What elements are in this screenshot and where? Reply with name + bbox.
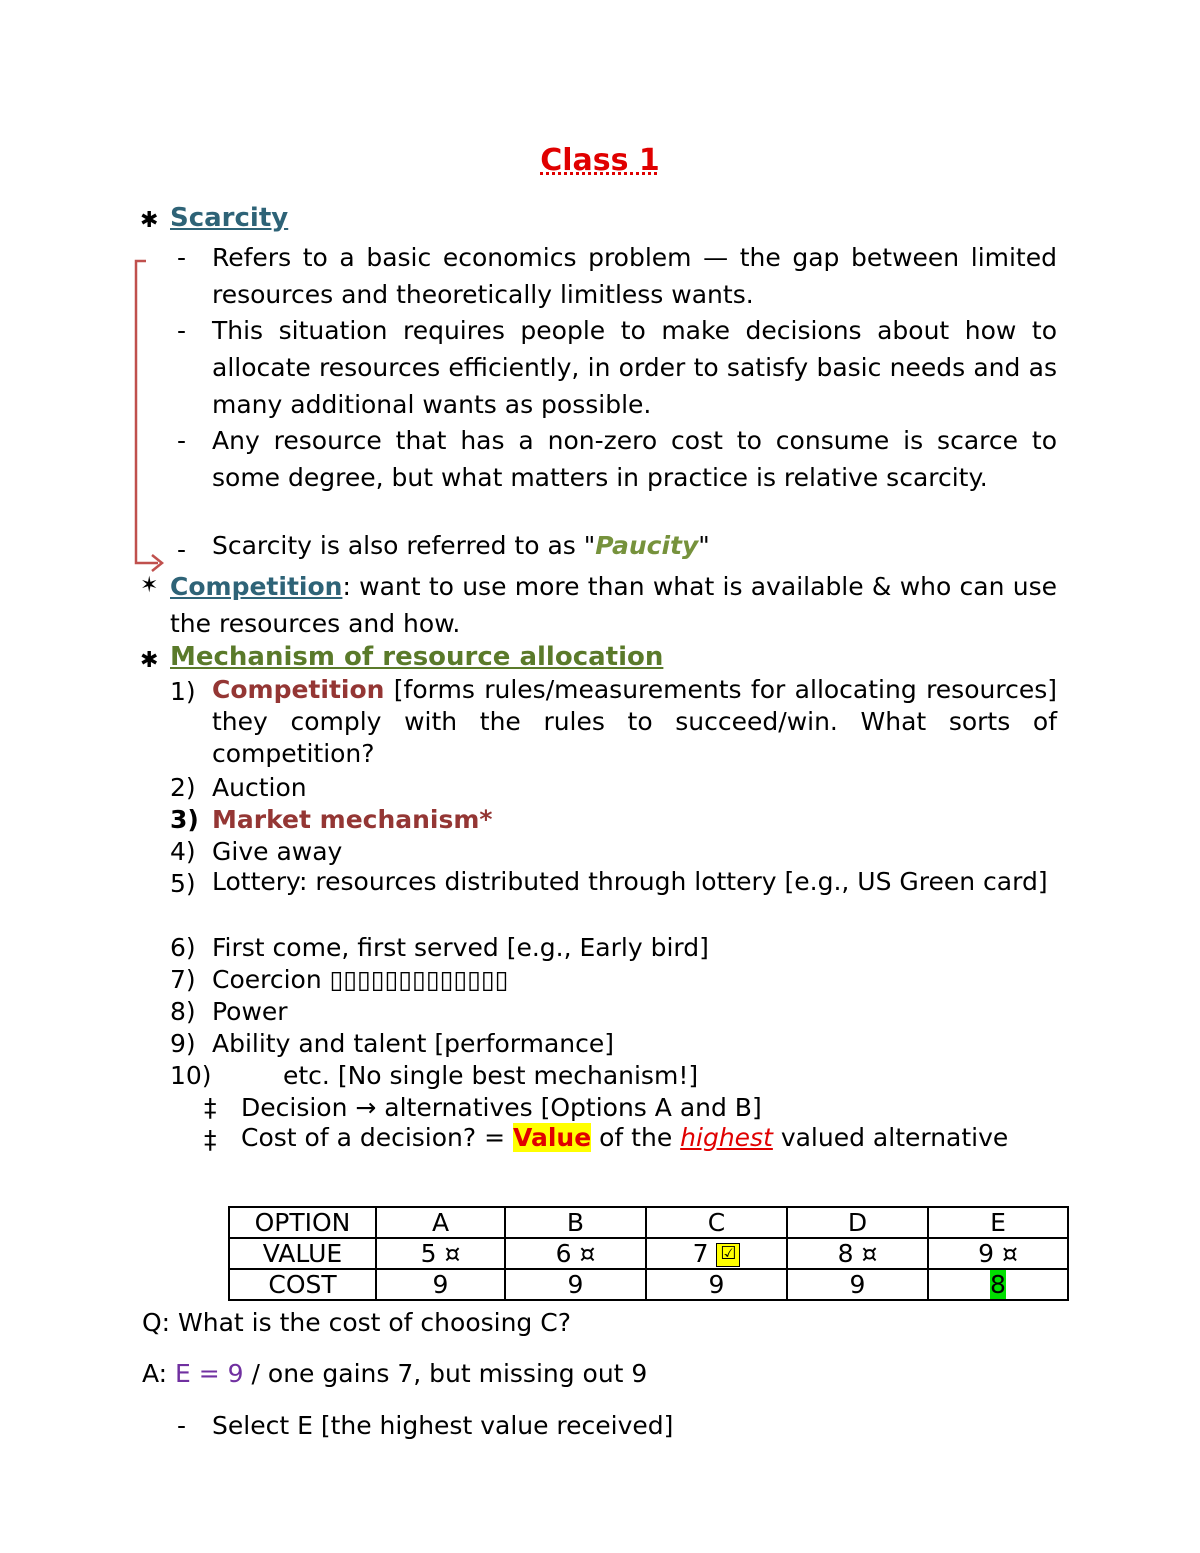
scarcity-item-3: Any resource that has a non-zero cost to consume is scarce to some degree, but what matters in practice is relative scarcity. [212, 426, 1057, 492]
table-cell: D [787, 1207, 928, 1238]
mechanism-item-2: Auction [212, 773, 307, 802]
page-title: Class 1 [540, 143, 660, 178]
list-number: 3) [170, 805, 199, 834]
value-highlight: Value [513, 1123, 592, 1152]
mechanism-item-1: Competition [forms rules/measurements for allocating resources] they comply with the rules to succeed/win. What sorts of competition? [212, 675, 1057, 768]
table-cell: 9 [376, 1269, 505, 1300]
mechanism-item-6: First come, first served [e.g., Early bird] [212, 933, 709, 962]
table-cell: 9 [505, 1269, 646, 1300]
competition-paragraph: Competition: want to use more than what is available & who can use the resources and how. [170, 572, 1057, 638]
list-number: 9) [170, 1029, 196, 1058]
answer-line: A: E = 9 / one gains 7, but missing out 9 [142, 1359, 648, 1388]
dash-bullet: - [177, 243, 187, 272]
double-dagger-icon: ‡ [204, 1125, 217, 1154]
dash-bullet: - [177, 316, 187, 345]
table-cell: 7 ☑ [646, 1238, 787, 1269]
green-highlight: 8 [990, 1270, 1006, 1299]
table-cell: 9 [646, 1269, 787, 1300]
table-cell [928, 1269, 1068, 1300]
mechanism-item-7: Coercion ▯▯▯▯▯▯▯▯▯▯▯▯▯ [212, 965, 509, 994]
highest-word: highest [680, 1123, 773, 1152]
list-number: 7) [170, 965, 196, 994]
mechanism-heading: Mechanism of resource allocation [170, 642, 664, 672]
dash-bullet: - [177, 535, 187, 564]
list-number: 10) [170, 1061, 212, 1090]
table-cell: 8 ¤ [787, 1238, 928, 1269]
list-number: 5) [170, 869, 196, 898]
answer-highlight: E = 9 [175, 1359, 244, 1388]
table-cell: B [505, 1207, 646, 1238]
mechanism-item-10: etc. [No single best mechanism!] [283, 1061, 699, 1090]
select-e-line: Select E [the highest value received] [212, 1411, 674, 1440]
mechanism-item-3: Market mechanism* [212, 805, 493, 834]
scarcity-heading: Scarcity [170, 203, 289, 233]
table-cell: OPTION [229, 1207, 376, 1238]
star-bullet-icon: ✶ [140, 573, 159, 598]
star-bullet-icon: ✱ [140, 208, 159, 233]
mechanism-item-8: Power [212, 997, 288, 1026]
mechanism-item-5: Lottery: resources distributed through lottery [e.g., US Green card] [212, 867, 1048, 896]
table-cell: E [928, 1207, 1068, 1238]
table-header-row [229, 1207, 1068, 1238]
scarcity-item-1: Refers to a basic economics problem — the gap between limited resources and theoretically limitless wants. [212, 243, 1057, 309]
cost-of-decision-line: Cost of a decision? = Value of the highest valued alternative [241, 1123, 1009, 1152]
table-cell: C [646, 1207, 787, 1238]
dash-bullet: - [177, 426, 187, 455]
paucity-line: Scarcity is also referred to as "Paucity" [212, 531, 710, 560]
checkbox-checked-icon: ☑ [716, 1243, 740, 1267]
table-cell: COST [229, 1269, 376, 1300]
table-row [229, 1269, 1068, 1300]
scarcity-item-2: This situation requires people to make decisions about how to allocate resources efficiently, in order to satisfy basic needs and as many additional wants as possible. [212, 316, 1057, 419]
table-cell: A [376, 1207, 505, 1238]
paucity-word: Paucity [595, 531, 699, 560]
star-bullet-icon: ✱ [140, 648, 159, 673]
question-line: Q: What is the cost of choosing C? [142, 1308, 571, 1337]
table-cell: 9 ¤ [928, 1238, 1068, 1269]
table-cell: 5 ¤ [376, 1238, 505, 1269]
table-cell: VALUE [229, 1238, 376, 1269]
competition-heading: Competition [170, 572, 343, 601]
mechanism-item-9: Ability and talent [performance] [212, 1029, 614, 1058]
mechanism-item-4: Give away [212, 837, 343, 866]
list-number: 1) [170, 677, 196, 706]
bracket-arrow [128, 255, 173, 575]
table-cell: 9 [787, 1269, 928, 1300]
list-number: 6) [170, 933, 196, 962]
list-number: 4) [170, 837, 196, 866]
options-table [228, 1206, 1069, 1301]
table-row [229, 1238, 1068, 1269]
list-number: 2) [170, 773, 196, 802]
double-dagger-icon: ‡ [204, 1093, 217, 1122]
dash-bullet: - [177, 1411, 187, 1440]
table-cell: 6 ¤ [505, 1238, 646, 1269]
decision-line: Decision → alternatives [Options A and B] [241, 1093, 762, 1122]
list-number: 8) [170, 997, 196, 1026]
